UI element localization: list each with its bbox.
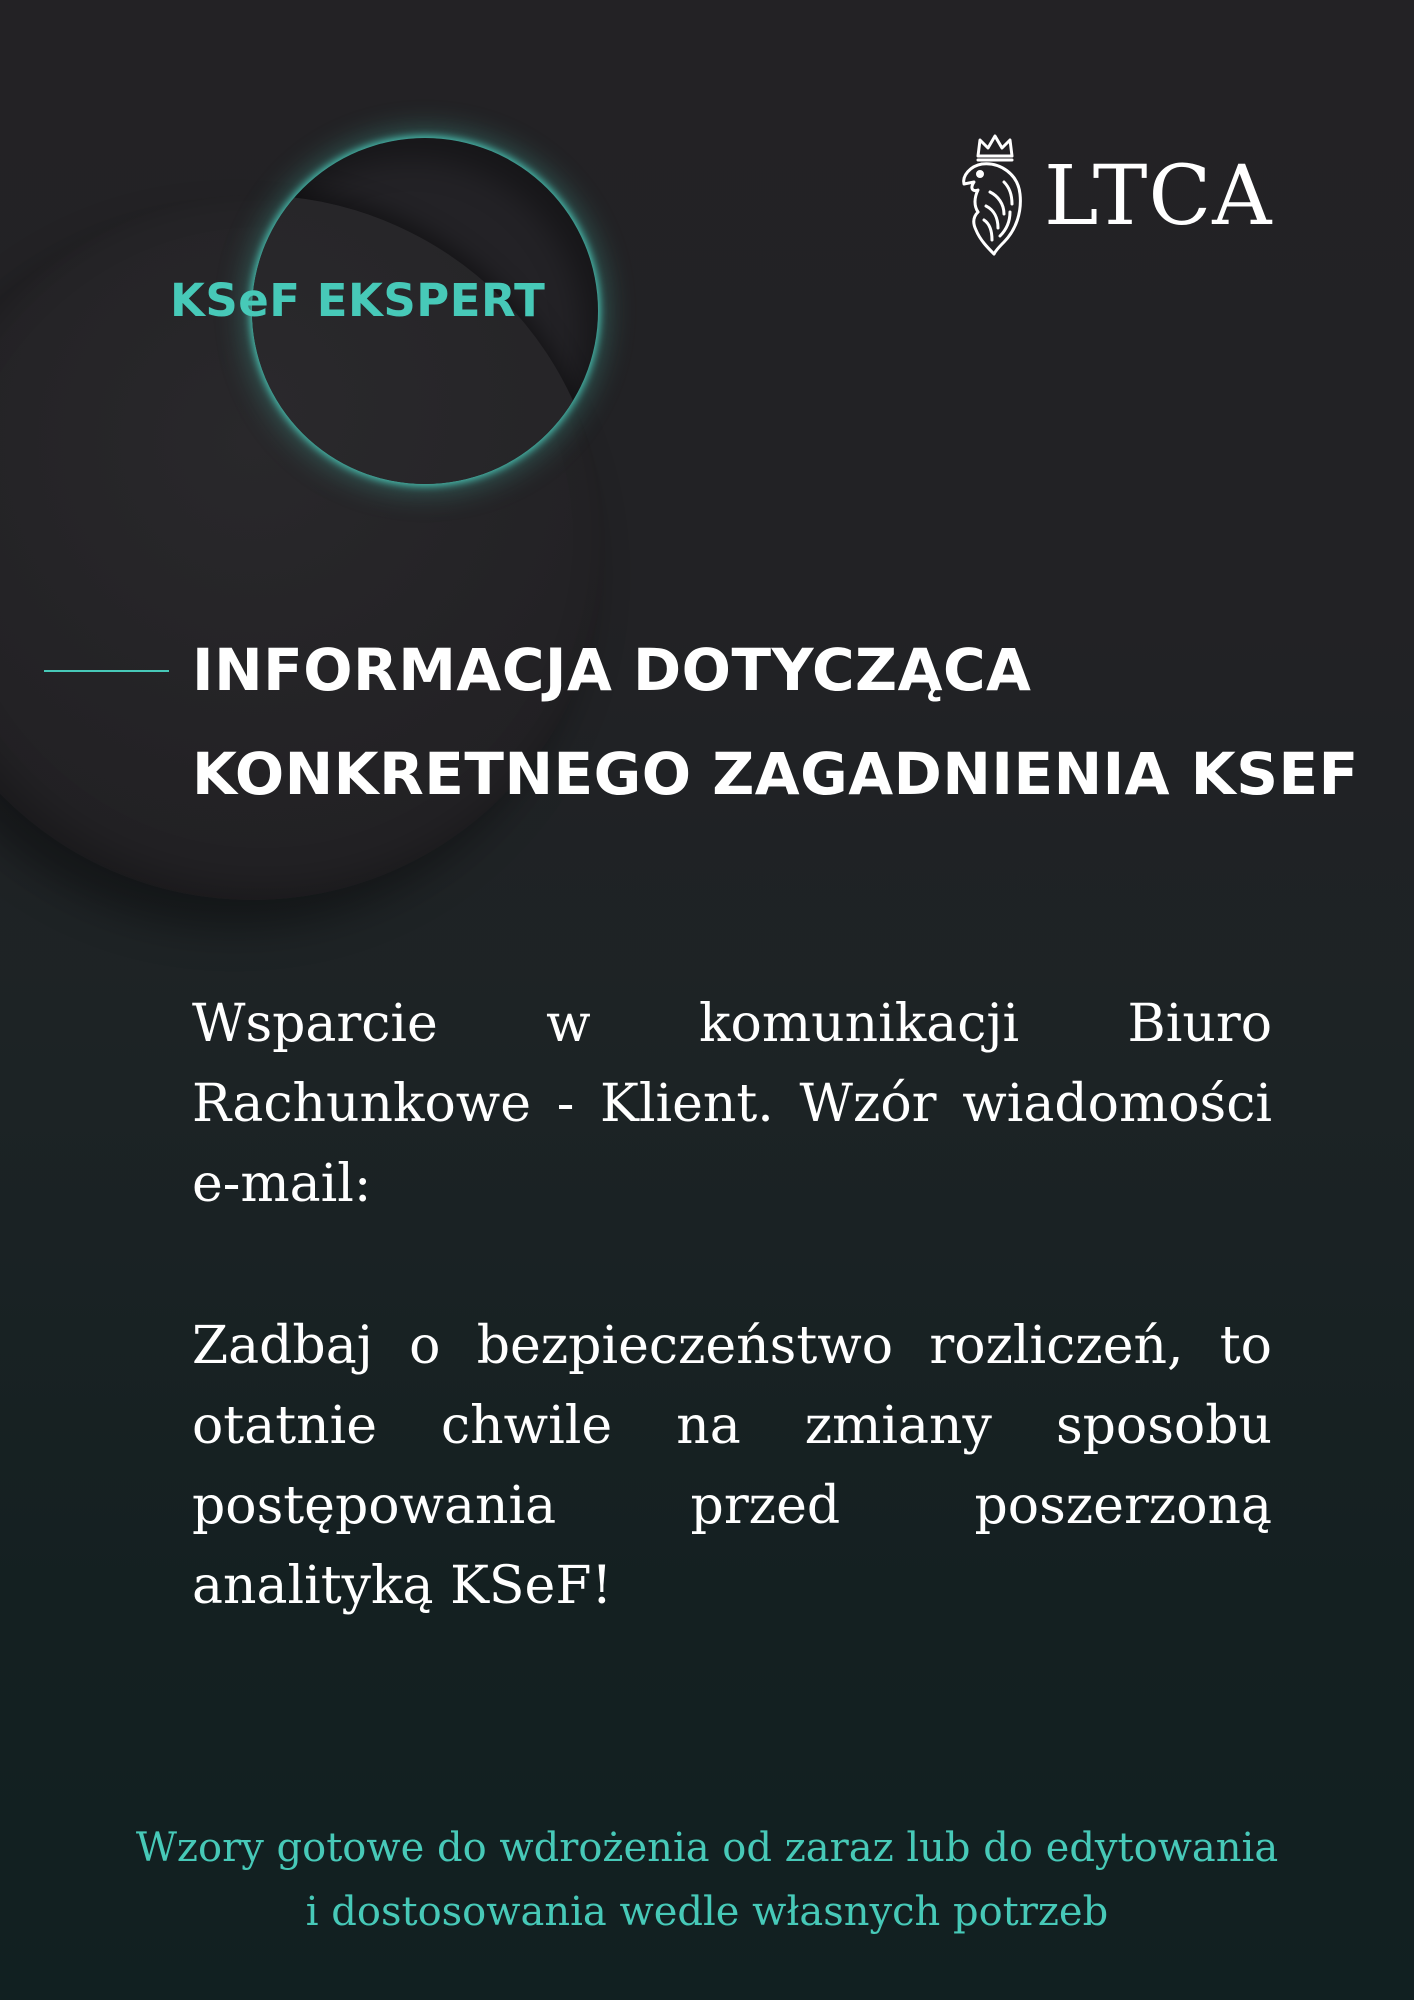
logo-wordmark: LTCA: [1044, 149, 1273, 244]
body-paragraph-2: Zadbaj o bezpieczeństwo rozliczeń, to otatnie chwile na zmiany sposobu postępowania przed poszerzoną analityką KSeF!: [192, 1316, 1272, 1616]
ltca-logo: [960, 132, 1272, 262]
footer-line-2: i dostosowania wedle własnych potrzeb: [305, 1889, 1109, 1935]
footer-line-1: Wzory gotowe do wdrożenia od zaraz lub do edytowania: [135, 1825, 1279, 1871]
body-paragraph-1: Wsparcie w komunikacji Biuro Rachunkowe - Klient. Wzór wiadomości e-mail:: [192, 994, 1272, 1214]
page-title: [192, 618, 1359, 826]
footer-note: [40, 1816, 1374, 1944]
headline-accent-line: [44, 670, 169, 672]
ksef-ekspert-label: KSeF EKSPERT: [170, 274, 546, 327]
title-line-2: KONKRETNEGO ZAGADNIENIA KSEF: [192, 740, 1359, 808]
eagle-crown-icon: [960, 132, 1030, 262]
title-line-1: INFORMACJA DOTYCZĄCA: [192, 636, 1032, 704]
